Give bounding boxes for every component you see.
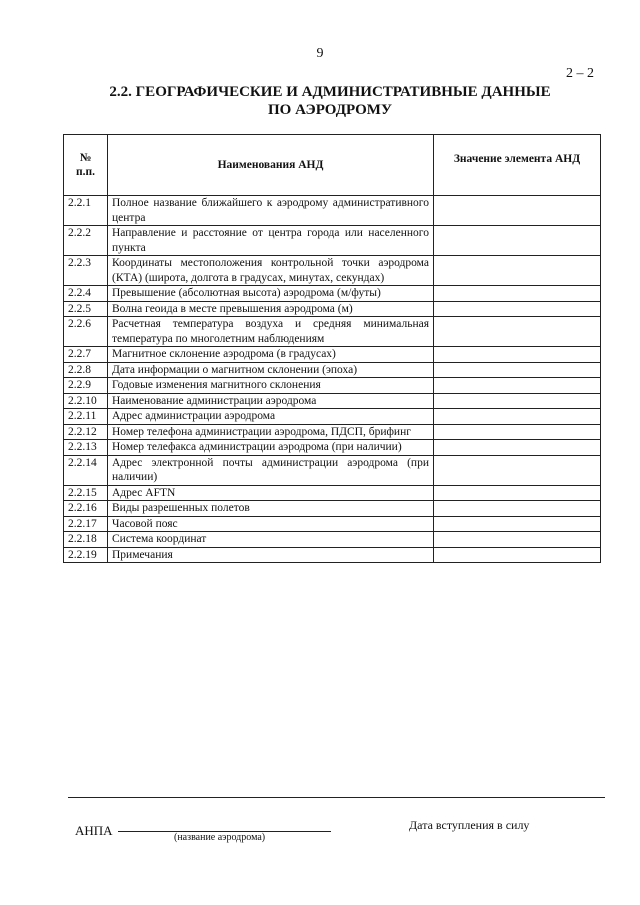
row-number: 2.2.7: [64, 347, 108, 363]
row-value-cell[interactable]: [434, 424, 601, 440]
row-number: 2.2.19: [64, 547, 108, 563]
row-value-cell[interactable]: [434, 409, 601, 425]
row-name: Виды разрешенных полетов: [108, 501, 434, 517]
row-number: 2.2.18: [64, 532, 108, 548]
row-name: Превышение (абсолютная высота) аэродрома (м/футы): [108, 286, 434, 302]
row-name: Номер телефона администрации аэродрома, ПДСП, брифинг: [108, 424, 434, 440]
table-row: [64, 317, 601, 347]
table-row: [64, 256, 601, 286]
row-name: Примечания: [108, 547, 434, 563]
row-number: 2.2.10: [64, 393, 108, 409]
row-value-cell[interactable]: [434, 440, 601, 456]
row-number: 2.2.3: [64, 256, 108, 286]
aerodrome-name-caption: (название аэродрома): [174, 832, 266, 843]
table-row: [64, 393, 601, 409]
table-row: [64, 485, 601, 501]
row-number: 2.2.13: [64, 440, 108, 456]
row-value-cell[interactable]: [434, 378, 601, 394]
section-code: 2 – 2: [566, 66, 594, 81]
row-number: 2.2.9: [64, 378, 108, 394]
aerodrome-data-table: [63, 134, 601, 563]
row-name: Адрес AFTN: [108, 485, 434, 501]
row-number: 2.2.8: [64, 362, 108, 378]
row-value-cell[interactable]: [434, 393, 601, 409]
column-header-name: Наименования АНД: [108, 135, 434, 196]
table-row: [64, 501, 601, 517]
section-title-line2: ПО АЭРОДРОМУ: [268, 102, 392, 118]
table-row: [64, 196, 601, 226]
row-value-cell[interactable]: [434, 301, 601, 317]
row-value-cell[interactable]: [434, 256, 601, 286]
row-number: 2.2.17: [64, 516, 108, 532]
row-number: 2.2.12: [64, 424, 108, 440]
row-name: Направление и расстояние от центра города или населенного пункта: [108, 226, 434, 256]
row-value-cell[interactable]: [434, 516, 601, 532]
row-number: 2.2.16: [64, 501, 108, 517]
anpa-label: АНПА: [75, 823, 113, 838]
table-row: [64, 286, 601, 302]
table-row: [64, 347, 601, 363]
table-row: [64, 378, 601, 394]
row-value-cell[interactable]: [434, 532, 601, 548]
section-title: [60, 83, 600, 119]
row-name: Система координат: [108, 532, 434, 548]
row-value-cell[interactable]: [434, 347, 601, 363]
table-row: [64, 424, 601, 440]
row-number: 2.2.6: [64, 317, 108, 347]
footer-divider: [68, 797, 605, 798]
row-value-cell[interactable]: [434, 501, 601, 517]
row-number: 2.2.11: [64, 409, 108, 425]
table-header-row: [64, 135, 601, 196]
row-name: Адрес администрации аэродрома: [108, 409, 434, 425]
row-name: Волна геоида в месте превышения аэродрома (м): [108, 301, 434, 317]
row-value-cell[interactable]: [434, 226, 601, 256]
table-body: [64, 196, 601, 563]
row-name: Часовой пояс: [108, 516, 434, 532]
table-row: [64, 516, 601, 532]
row-name: Координаты местоположения контрольной точки аэродрома (КТА) (широта, долгота в градусах, минутах, секундах): [108, 256, 434, 286]
row-value-cell[interactable]: [434, 362, 601, 378]
row-name: Дата информации о магнитном склонении (эпоха): [108, 362, 434, 378]
row-name: Номер телефакса администрации аэродрома (при наличии): [108, 440, 434, 456]
table-row: [64, 547, 601, 563]
column-header-number-symbol: №: [79, 151, 92, 164]
column-header-value: Значение элемента АНД: [434, 135, 601, 196]
row-number: 2.2.4: [64, 286, 108, 302]
row-number: 2.2.14: [64, 455, 108, 485]
table-row: [64, 440, 601, 456]
column-header-number-abbr: п.п.: [75, 166, 95, 178]
row-name: Наименование администрации аэродрома: [108, 393, 434, 409]
table-row: [64, 409, 601, 425]
section-title-line1: 2.2. ГЕОГРАФИЧЕСКИЕ И АДМИНИСТРАТИВНЫЕ ДАННЫЕ: [109, 84, 551, 100]
row-name: Адрес электронной почты администрации аэродрома (при наличии): [108, 455, 434, 485]
row-value-cell[interactable]: [434, 286, 601, 302]
table-row: [64, 301, 601, 317]
row-name: Годовые изменения магнитного склонения: [108, 378, 434, 394]
row-number: 2.2.15: [64, 485, 108, 501]
table-row: [64, 455, 601, 485]
page-number: 9: [316, 46, 324, 61]
row-number: 2.2.1: [64, 196, 108, 226]
row-value-cell[interactable]: [434, 485, 601, 501]
table-row: [64, 532, 601, 548]
table-row: [64, 226, 601, 256]
column-header-number: [64, 135, 108, 196]
row-name: Расчетная температура воздуха и средняя минимальная температура по многолетним наблюдениям: [108, 317, 434, 347]
row-value-cell[interactable]: [434, 455, 601, 485]
effective-date-label: Дата вступления в силу: [409, 818, 530, 832]
row-value-cell[interactable]: [434, 196, 601, 226]
table-row: [64, 362, 601, 378]
row-value-cell[interactable]: [434, 317, 601, 347]
row-number: 2.2.2: [64, 226, 108, 256]
row-name: Магнитное склонение аэродрома (в градусах): [108, 347, 434, 363]
row-value-cell[interactable]: [434, 547, 601, 563]
row-name: Полное название ближайшего к аэродрому административного центра: [108, 196, 434, 226]
row-number: 2.2.5: [64, 301, 108, 317]
